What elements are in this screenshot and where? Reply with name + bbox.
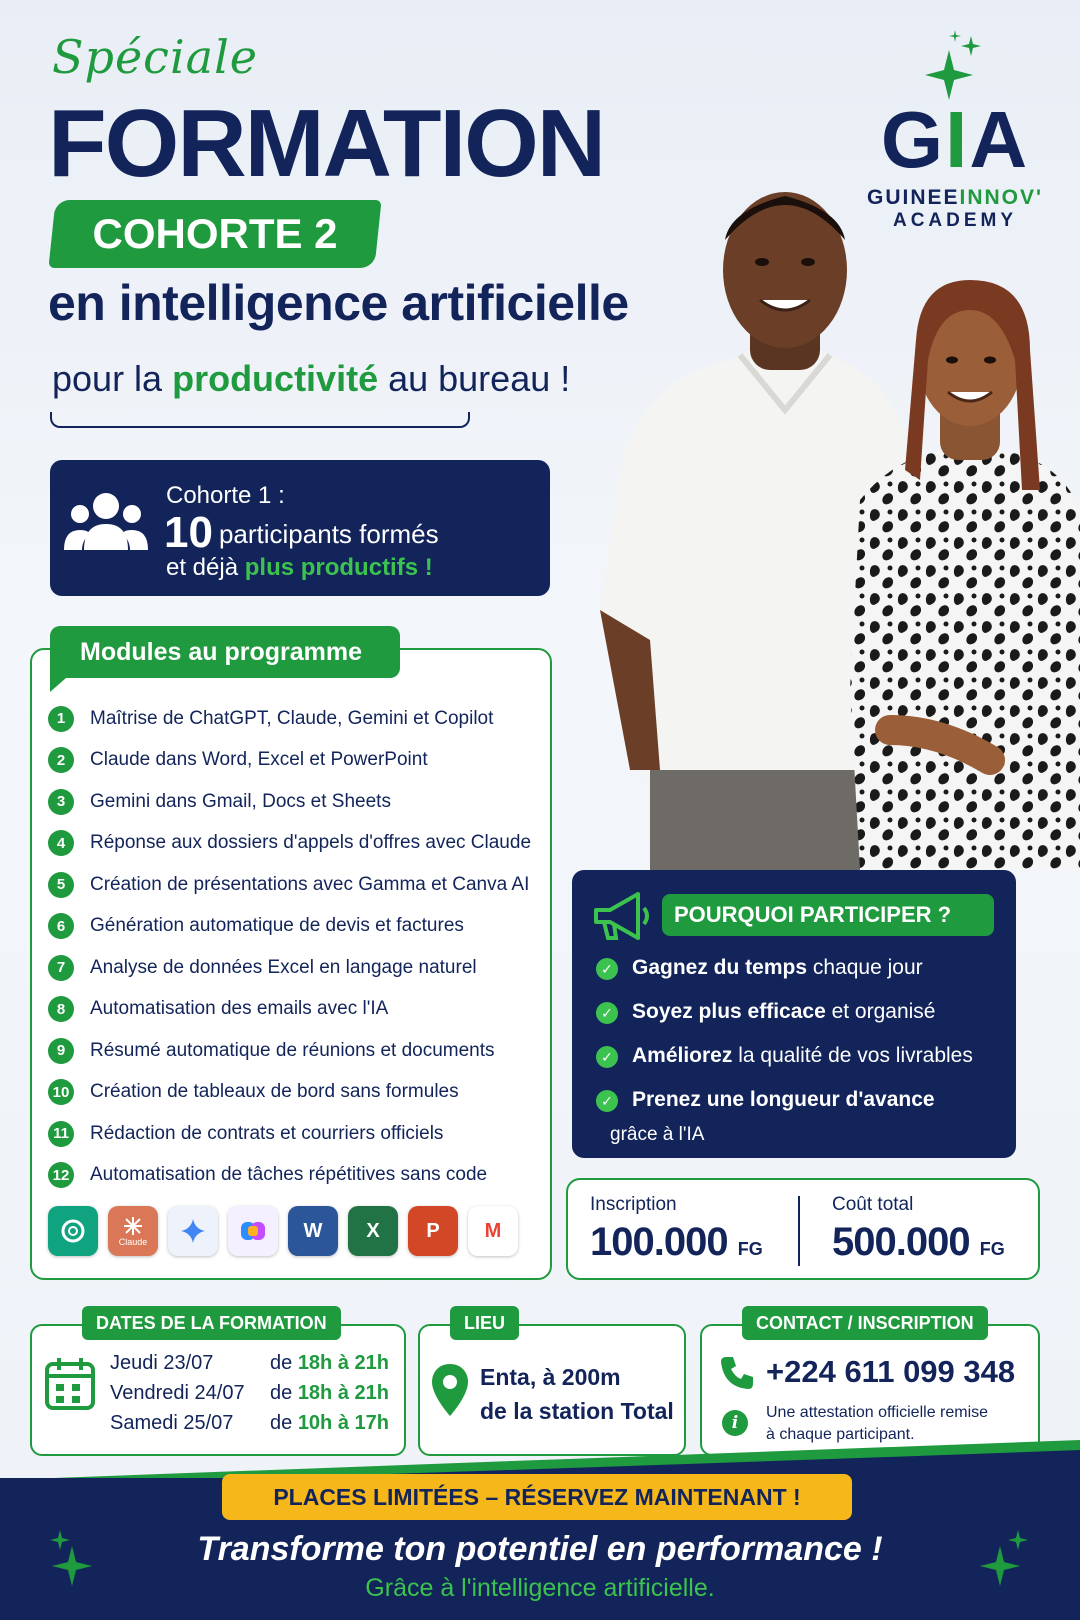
claude-icon-label: Claude [118,1237,148,1247]
benefit-rest: et organisé [825,1000,936,1023]
formation-title: FORMATION [48,90,605,197]
list-item [48,947,548,989]
why-participate-title: POURQUOI PARTICIPER ? [662,894,994,936]
total-price [832,1194,1005,1265]
date-time-prefix: de [270,1382,298,1404]
price-divider [798,1196,800,1266]
slogan-sub: Grâce à l'intelligence artificielle. [365,1574,715,1602]
powerpoint-icon-letter: P [426,1219,440,1242]
cohorte-1-box [50,460,550,596]
limited-places-banner[interactable]: PLACES LIMITÉES – RÉSERVEZ MAINTENANT ! [222,1474,852,1520]
date-time-value: 18h à 21h [297,1352,389,1374]
gmail-icon [468,1206,518,1256]
benefit-bold: Soyez plus efficace [632,1000,826,1023]
benefit-subline: grâce à l'IA [610,1124,705,1145]
slogan: Transforme ton potentiel en performance ! [197,1530,883,1568]
logo-letter-a: A [969,95,1030,184]
calendar-icon [44,1356,96,1412]
participants-photo [560,170,1080,870]
benefit-text [632,1088,935,1112]
list-item [596,1044,973,1088]
list-item [48,1072,548,1114]
tagline-prefix: pour la [52,358,173,399]
module-number: 7 [48,955,74,981]
module-label: Génération automatique de devis et factures [90,915,464,937]
tagline-suffix: au bureau ! [378,358,571,399]
location-text [480,1360,674,1428]
modules-list [48,698,548,1196]
module-label: Réponse aux dossiers d'appels d'offres avec Claude [90,832,532,854]
list-item [596,1000,973,1044]
chatgpt-icon [48,1206,98,1256]
benefit-rest: la qualité de vos livrables [732,1044,973,1067]
module-number: 3 [48,789,74,815]
module-label: Création de tableaux de bord sans formules [90,1081,459,1103]
list-item [48,740,548,782]
list-item [596,956,973,1000]
date-time-prefix: de [270,1412,298,1434]
woman-figure [850,280,1080,870]
check-icon: ✓ [596,1090,618,1112]
date-time-value: 10h à 17h [297,1412,389,1434]
attestation-line-1: Une attestation officielle remise [766,1404,989,1421]
date-time-value: 18h à 21h [297,1382,389,1404]
excel-icon-letter: X [366,1219,380,1242]
group-users-icon [64,490,148,560]
module-label: Résumé automatique de réunions et documents [90,1039,495,1061]
benefit-text [632,1044,973,1068]
tagline [52,358,570,400]
date-day: Jeudi 23/07 [110,1352,214,1374]
inscription-price [590,1194,763,1265]
module-number: 11 [48,1121,74,1147]
logo-wordmark [855,95,1055,184]
list-item [48,906,548,948]
total-value: 500.000 [832,1220,970,1264]
phone-icon [718,1354,756,1392]
date-time [270,1412,389,1435]
megaphone-icon [590,888,654,944]
cohorte-2-label: COHORTE 2 [92,210,338,257]
logo-letter-g: G [880,95,946,184]
inscription-label: Inscription [590,1194,677,1215]
benefit-bold: Gagnez du temps [632,956,808,979]
module-number: 2 [48,747,74,773]
cohorte-1-result-highlight: plus productifs ! [244,554,433,581]
total-label: Coût total [832,1194,914,1215]
cohorte-1-result [166,554,433,582]
date-time [270,1382,389,1405]
check-icon: ✓ [596,1046,618,1068]
inscription-value: 100.000 [590,1220,728,1264]
list-item [48,1155,548,1197]
dates-title: DATES DE LA FORMATION [82,1306,341,1340]
tools-row [48,1206,518,1256]
benefit-bold: Prenez une longueur d'avance [632,1088,935,1111]
module-label: Analyse de données Excel en langage naturel [90,956,477,978]
currency-label: FG [979,1239,1005,1259]
module-number: 10 [48,1079,74,1105]
date-time-prefix: de [270,1352,298,1374]
claude-icon [108,1206,158,1256]
ia-title: en intelligence artificielle [48,275,629,331]
phone-number[interactable]: +224 611 099 348 [766,1354,1016,1389]
cohorte-1-count-line [164,508,439,558]
module-label: Automatisation de tâches répétitives sans code [90,1164,488,1186]
list-item [48,1030,548,1072]
tagline-highlight: productivité [172,358,379,399]
info-icon: i [722,1410,748,1436]
module-number: 12 [48,1162,74,1188]
benefit-rest: chaque jour [807,956,923,979]
word-icon [288,1206,338,1256]
module-number: 9 [48,1038,74,1064]
modules-title: Modules au programme [50,626,400,678]
date-day: Samedi 25/07 [110,1412,234,1434]
location-line-1: Enta, à 200m [480,1364,621,1390]
list-item [48,781,548,823]
logo-sub-b: INNOV' [959,186,1044,209]
list-item [48,864,548,906]
module-label: Création de présentations avec Gamma et Canva AI [90,873,530,895]
cohorte-1-result-prefix: et déjà [166,554,245,581]
logo-sub-a: GUINEE [866,186,960,209]
cohorte-1-count: 10 [164,508,213,557]
logo-academy: ACADEMY [892,210,1018,231]
gemini-icon [168,1206,218,1256]
speciale-script: Spéciale [52,30,259,84]
location-title: LIEU [450,1306,519,1340]
module-label: Rédaction de contrats et courriers officiels [90,1122,444,1144]
module-label: Automatisation des emails avec l'IA [90,998,389,1020]
logo-letter-i: I [945,95,970,184]
date-time [270,1352,389,1375]
module-number: 4 [48,830,74,856]
list-item [48,989,548,1031]
module-number: 5 [48,872,74,898]
powerpoint-icon [408,1206,458,1256]
contact-title: CONTACT / INSCRIPTION [742,1306,988,1340]
module-number: 6 [48,913,74,939]
list-item [48,698,548,740]
copilot-icon [228,1206,278,1256]
map-pin-icon [430,1362,470,1418]
cohorte-1-label: Cohorte 1 : [166,482,285,509]
module-label: Gemini dans Gmail, Docs et Sheets [90,790,391,812]
word-icon-letter: W [303,1219,323,1242]
why-participate-panel [572,870,1016,1158]
module-number: 8 [48,996,74,1022]
total-value-line [832,1220,1005,1265]
benefit-bold: Améliorez [632,1044,733,1067]
module-label: Maîtrise de ChatGPT, Claude, Gemini et Copilot [90,707,494,729]
excel-icon [348,1206,398,1256]
module-number: 1 [48,706,74,732]
why-participate-list [596,956,973,1132]
list-item [48,823,548,865]
price-panel [566,1178,1040,1280]
check-icon: ✓ [596,958,618,980]
inscription-value-line [590,1220,763,1265]
tagline-underline [50,412,470,428]
currency-label: FG [737,1239,763,1259]
gmail-icon-letter: M [484,1219,502,1242]
date-day: Vendredi 24/07 [110,1382,245,1404]
check-icon: ✓ [596,1002,618,1024]
module-label: Claude dans Word, Excel et PowerPoint [90,749,428,771]
attestation-line-2: à chaque participant. [766,1426,915,1443]
cohorte-1-participants: participants formés [218,519,439,549]
benefit-text [632,956,923,980]
location-line-2: de la station Total [480,1398,674,1424]
benefit-text [632,1000,936,1024]
cohorte-2-badge [48,200,381,268]
list-item [48,1113,548,1155]
